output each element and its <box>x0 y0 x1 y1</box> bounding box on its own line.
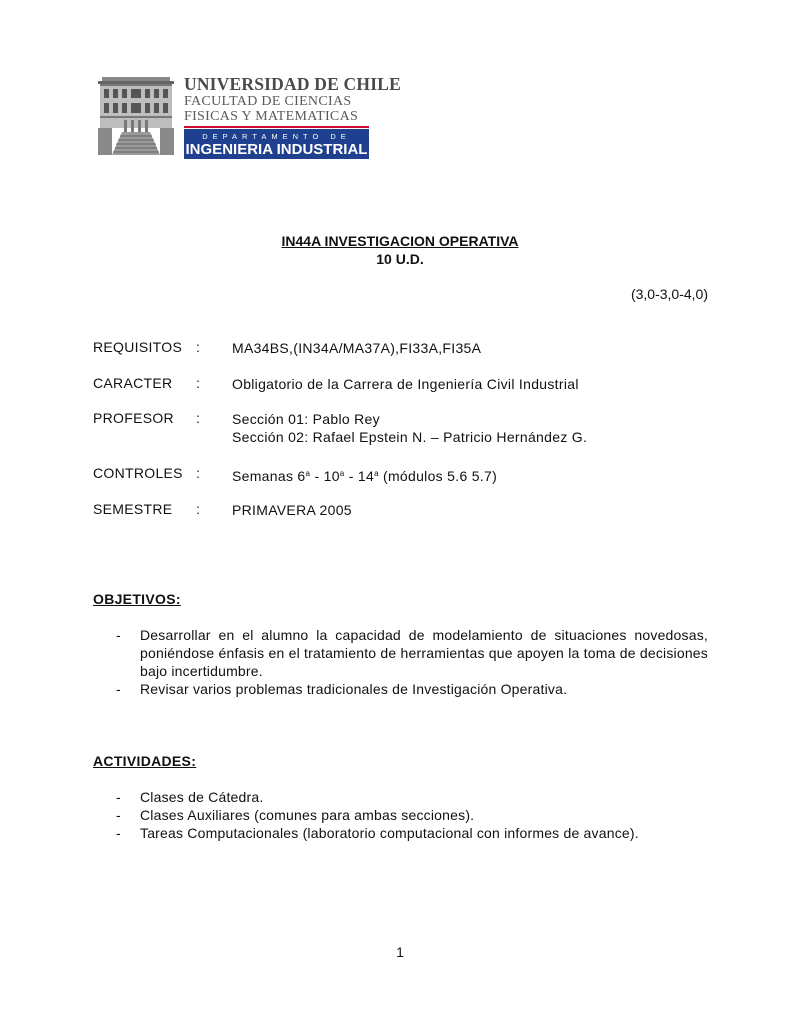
logo-faculty-name: FACULTAD DE CIENCIAS <box>184 94 352 109</box>
logo-department-label: DEPARTAMENTO DE <box>202 132 351 141</box>
list-item: - Desarrollar en el alumno la capacidad de modelamiento de situaciones novedosas, poniéndose énfasis en el tratamiento de herramientas que apoyen la toma de decisiones bajo incertidumbre. <box>116 627 708 679</box>
requisitos-colon: : <box>196 339 201 355</box>
requisitos-label: REQUISITOS <box>93 339 183 355</box>
logo-text <box>184 74 401 159</box>
controles-value: Semanas 6$^a$ - 10$^a$ - 14$^a$ (módulos 5.6 5.7) <box>232 468 498 484</box>
profesor-colon: : <box>196 410 201 426</box>
actividades-list <box>93 788 708 842</box>
course-units: 10 U.D. <box>376 251 424 267</box>
profesor-section-1: Sección 01: Pablo Rey <box>232 411 380 427</box>
caracter-value: Obligatorio de la Carrera de Ingeniería Civil Industrial <box>232 376 579 392</box>
profesor-value <box>232 410 587 446</box>
logo-department-box <box>184 129 369 159</box>
page-number: 1 <box>396 944 404 960</box>
controles-colon: : <box>196 465 201 481</box>
list-item: - Tareas Computacionales (laboratorio computacional con informes de avance). <box>116 825 639 841</box>
profesor-section-2: Sección 02: Rafael Epstein N. – Patricio Hernández G. <box>232 429 588 445</box>
list-item: - Clases Auxiliares (comunes para ambas secciones). <box>116 807 475 823</box>
course-credits: (3,0-3,0-4,0) <box>630 286 708 302</box>
semestre-value: PRIMAVERA 2005 <box>232 502 352 518</box>
objetivos-heading: OBJETIVOS: <box>93 591 181 607</box>
semestre-label: SEMESTRE <box>93 501 173 517</box>
actividades-heading: ACTIVIDADES: <box>93 753 197 769</box>
logo-university-name: UNIVERSIDAD DE CHILE <box>184 74 401 94</box>
controles-label: CONTROLES <box>93 465 183 481</box>
requisitos-value: MA34BS,(IN34A/MA37A),FI33A,FI35A <box>232 340 482 356</box>
list-item: - Revisar varios problemas tradicionales de Investigación Operativa. <box>116 681 568 697</box>
university-logo <box>96 74 401 158</box>
logo-faculty-name-2: FISICAS Y MATEMATICAS <box>184 109 359 124</box>
logo-department-name: INGENIERIA INDUSTRIAL <box>185 141 368 158</box>
university-building-icon <box>96 75 176 157</box>
objetivos-list <box>93 626 708 698</box>
caracter-label: CARACTER <box>93 375 173 391</box>
list-item: - Clases de Cátedra. <box>116 789 264 805</box>
course-title: IN44A INVESTIGACION OPERATIVA <box>281 233 519 249</box>
logo-divider <box>184 126 369 128</box>
profesor-label: PROFESOR <box>93 410 174 426</box>
caracter-colon: : <box>196 375 201 391</box>
semestre-colon: : <box>196 501 201 517</box>
